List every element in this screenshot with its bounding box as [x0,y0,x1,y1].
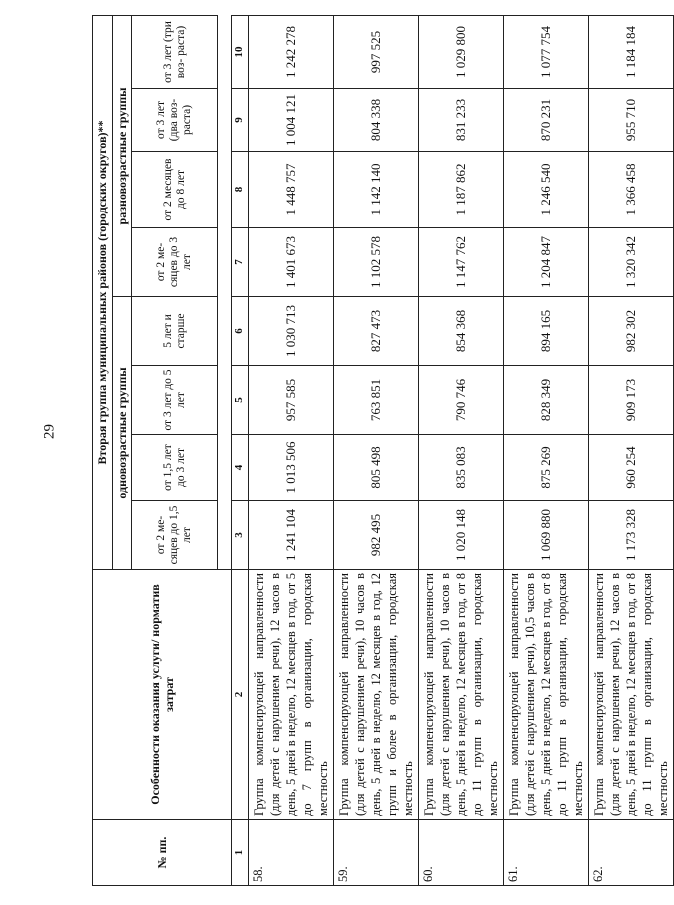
row-description: Группа компенсирующей направленности (для детей с нарушением речи), 12 часов в день, 5 дней в неделю, 12 месяцев в год, от 5 до 7 групп в организации, городская местность [248,570,333,820]
row-value: 1 077 754 [503,15,588,88]
row-value: 870 231 [503,89,588,152]
table-row [333,15,418,885]
row-value: 804 338 [333,89,418,152]
row-value: 835 083 [418,435,503,501]
row-value: 1 030 713 [248,297,333,366]
row-value: 1 013 506 [248,435,333,501]
col-number: 1 [232,820,248,886]
row-value: 1 241 104 [248,501,333,570]
row-value: 1 401 673 [248,228,333,297]
row-value: 1 142 140 [333,152,418,228]
row-value: 763 851 [333,366,418,435]
cost-norms-table [92,15,674,886]
col-header-10: от 3 лет (три воз- раста) [132,15,218,88]
col-number: 7 [232,228,248,297]
row-value: 1 004 121 [248,89,333,152]
row-value: 1 448 757 [248,152,333,228]
row-value: 1 320 342 [588,228,673,297]
row-description: Группа компенсирующей направленности (для детей с нарушением речи), 10 часов в день, 5 дней в неделю, 12 месяцев в год, 12 групп и более в организации, городская местность [333,570,418,820]
col-header-3: от 2 ме- сяцев до 1,5 лет [132,501,218,570]
row-value: 1 147 762 [418,228,503,297]
row-value: 1 069 880 [503,501,588,570]
row-description: Группа компенсирующей направленности (для детей с нарушением речи), 12 часов в день, 5 дней в неделю, 12 месяцев в год, от 8 до 11 групп в организации, городская местность [588,570,673,820]
row-value: 1 204 847 [503,228,588,297]
table-row [503,15,588,885]
index-header: № пп. [93,820,232,886]
row-value: 997 525 [333,15,418,88]
row-value: 1 102 578 [333,228,418,297]
col-header-8: от 2 месяцев до 8 лет [132,152,218,228]
row-value: 828 349 [503,366,588,435]
row-index: 61. [503,820,588,886]
row-value: 827 473 [333,297,418,366]
row-index: 59. [333,820,418,886]
row-value: 790 746 [418,366,503,435]
row-value: 1 246 540 [503,152,588,228]
col-number: 6 [232,297,248,366]
row-value: 982 302 [588,297,673,366]
table-row [248,15,333,885]
row-value: 1 020 148 [418,501,503,570]
col-header-4: от 1,5 лет до 3 лет [132,435,218,501]
single-age-header: одновозрастные группы [112,297,132,570]
row-value: 854 368 [418,297,503,366]
group-title-header: Вторая группа муниципальных районов (городских округов)** [93,15,113,569]
row-value: 982 495 [333,501,418,570]
row-value: 894 165 [503,297,588,366]
row-value: 1 173 328 [588,501,673,570]
row-value: 957 585 [248,366,333,435]
col-header-7: от 2 ме- сяцев до 3 лет [132,228,218,297]
description-header: Особенности оказания услуги/ норматив затрат [93,570,232,820]
row-value: 1 029 800 [418,15,503,88]
row-value: 805 498 [333,435,418,501]
row-value: 1 184 184 [588,15,673,88]
table-row [588,15,673,885]
page-number: 29 [41,424,58,439]
col-header-6: 5 лет и старше [132,297,218,366]
col-number: 5 [232,366,248,435]
col-number: 8 [232,152,248,228]
col-number: 3 [232,501,248,570]
table-row [418,15,503,885]
row-index: 58. [248,820,333,886]
row-description: Группа компенсирующей направленности (для детей с нарушением речи), 10 часов в день, 5 дней в неделю, 12 месяцев в год, от 8 до 11 групп в организации, городская местность [418,570,503,820]
col-header-9: от 3 лет (два воз- раста) [132,89,218,152]
row-index: 60. [418,820,503,886]
row-value: 1 187 862 [418,152,503,228]
row-value: 960 254 [588,435,673,501]
row-value: 1 366 458 [588,152,673,228]
column-number-row [232,15,248,885]
row-value: 875 269 [503,435,588,501]
row-value: 831 233 [418,89,503,152]
col-number: 2 [232,570,248,820]
row-value: 1 242 278 [248,15,333,88]
row-description: Группа компенсирующей направленности (для детей с нарушением речи), 10,5 часов в день, 5 дней в неделю, 12 месяцев в год, от 8 до 11 групп в организации, городская местность [503,570,588,820]
col-number: 9 [232,89,248,152]
rotated-table-wrapper [92,16,670,886]
row-index: 62. [588,820,673,886]
row-value: 909 173 [588,366,673,435]
multi-age-header: разновозрастные группы [112,15,132,296]
row-value: 955 710 [588,89,673,152]
col-number: 10 [232,15,248,88]
col-number: 4 [232,435,248,501]
col-header-5: от 3 лет до 5 лет [132,366,218,435]
